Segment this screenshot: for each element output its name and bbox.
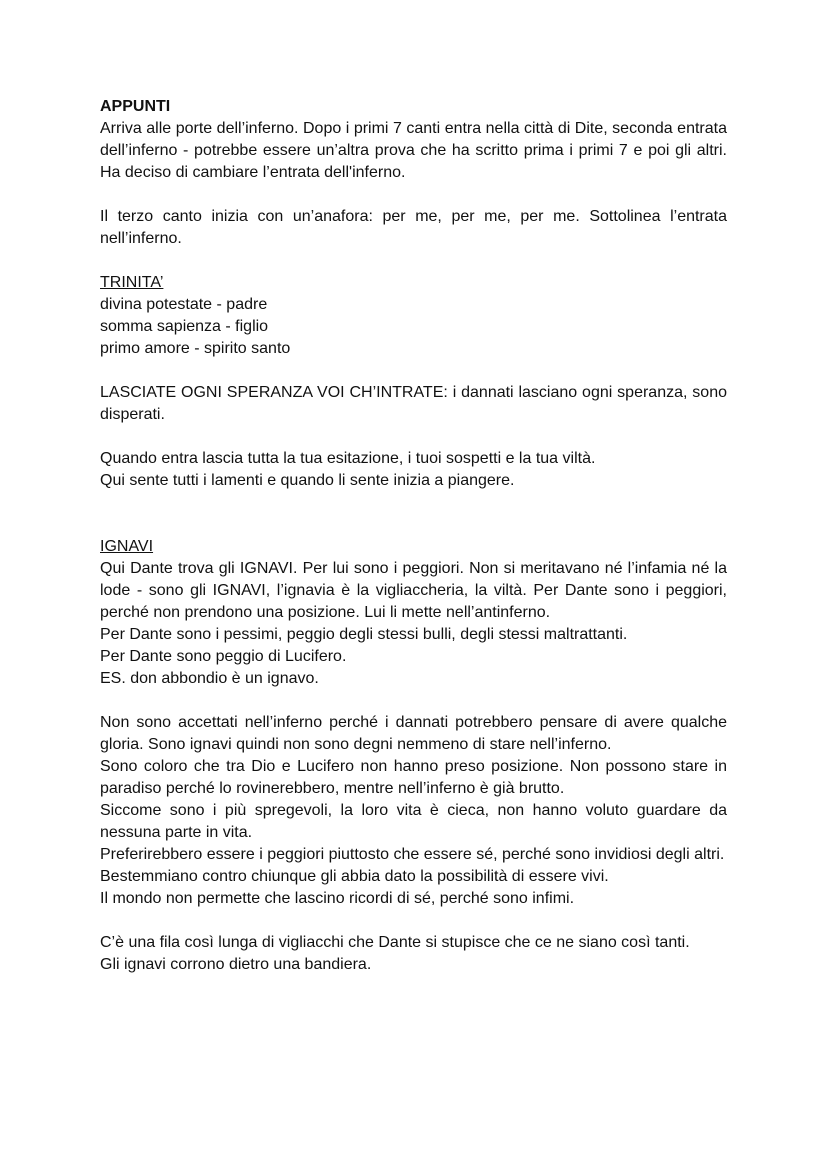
spacer <box>100 492 727 536</box>
document-page <box>100 96 727 976</box>
quando-line: Qui sente tutti i lamenti e quando li sente inizia a piangere. <box>100 472 515 489</box>
ignavi-block-line: Sono coloro che tra Dio e Lucifero non hanno preso posizione. Non possono stare in paradiso perché lo rovinerebbero, mentre nell’inferno è già brutto. <box>100 758 727 797</box>
terzo-canto-paragraph: Il terzo canto inizia con un’anafora: per me, per me, per me. Sottolinea l’entrata nell’inferno. <box>100 208 727 247</box>
ignavi-block-line: Preferirebbero essere i peggiori piuttosto che essere sé, perché sono invidiosi degli altri. <box>100 846 725 863</box>
doc-title: APPUNTI <box>100 98 171 115</box>
spacer <box>100 250 727 272</box>
closing-line: C’è una fila così lunga di vigliacchi che Dante si stupisce che ce ne siano così tanti. <box>100 934 690 951</box>
spacer <box>100 426 727 448</box>
spacer <box>100 184 727 206</box>
ignavi-paragraph: Qui Dante trova gli IGNAVI. Per lui sono i peggiori. Non si meritavano né l’infamia né la lode - sono gli IGNAVI, l’ignavia è la vigliaccheria, la viltà. Per Dante sono i peggiori, perché non prendono una posizione. Lui li mette nell’antinferno. <box>100 560 727 621</box>
spacer <box>100 910 727 932</box>
ignavi-block-line: Siccome sono i più spregevoli, la loro vita è cieca, non hanno voluto guardare da nessuna parte in vita. <box>100 802 727 841</box>
ignavi-block-line: Il mondo non permette che lascino ricordi di sé, perché sono infimi. <box>100 890 575 907</box>
ignavi-line: Per Dante sono peggio di Lucifero. <box>100 648 347 665</box>
spacer <box>100 690 727 712</box>
quando-line: Quando entra lascia tutta la tua esitazione, i tuoi sospetti e la tua viltà. <box>100 450 596 467</box>
trinita-line: somma sapienza - figlio <box>100 318 269 335</box>
ignavi-block-line: Bestemmiano contro chiunque gli abbia dato la possibilità di essere vivi. <box>100 868 609 885</box>
intro-paragraph: Arriva alle porte dell’inferno. Dopo i primi 7 canti entra nella città di Dite, seconda entrata dell’inferno - potrebbe essere un’altra prova che ha scritto prima i primi 7 e poi gli altri. Ha deciso di cambiare l’entrata dell'inferno. <box>100 120 727 181</box>
ignavi-line: Per Dante sono i pessimi, peggio degli stessi bulli, degli stessi maltrattanti. <box>100 626 628 643</box>
lasciate-paragraph: LASCIATE OGNI SPERANZA VOI CH’INTRATE: i dannati lasciano ogni speranza, sono disperati. <box>100 384 727 423</box>
spacer <box>100 360 727 382</box>
ignavi-heading: IGNAVI <box>100 538 154 555</box>
ignavi-line: ES. don abbondio è un ignavo. <box>100 670 319 687</box>
trinita-line: primo amore - spirito santo <box>100 340 291 357</box>
trinita-heading: TRINITA’ <box>100 274 164 291</box>
trinita-line: divina potestate - padre <box>100 296 268 313</box>
closing-line: Gli ignavi corrono dietro una bandiera. <box>100 956 372 973</box>
ignavi-block-line: Non sono accettati nell’inferno perché i dannati potrebbero pensare di avere qualche gloria. Sono ignavi quindi non sono degni nemmeno di stare nell’inferno. <box>100 714 727 753</box>
